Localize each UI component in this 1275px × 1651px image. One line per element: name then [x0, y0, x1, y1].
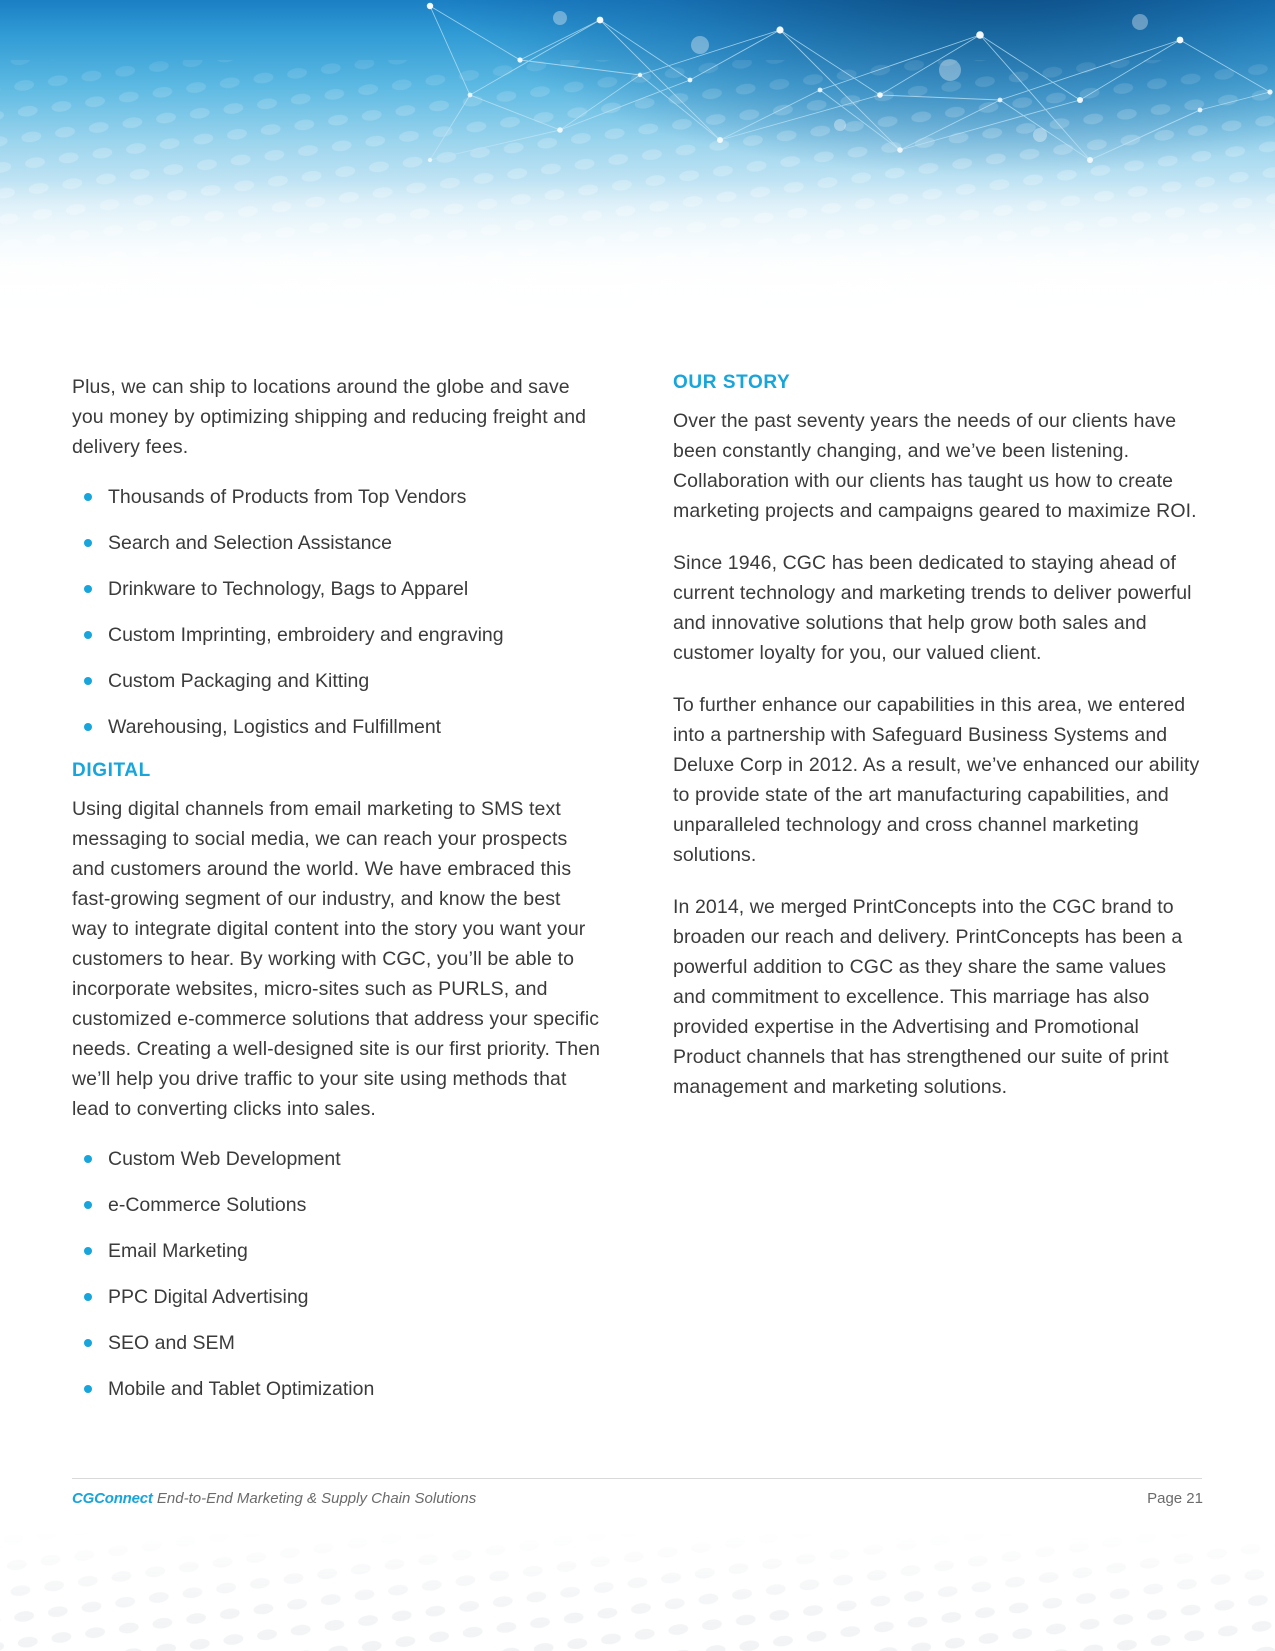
- list-item-label: Thousands of Products from Top Vendors: [108, 486, 467, 508]
- bullet-dot-icon: [84, 631, 92, 639]
- list-item: [72, 622, 601, 648]
- list-item-label: Custom Packaging and Kitting: [108, 670, 370, 692]
- our-story-paragraph-2: Since 1946, CGC has been dedicated to staying ahead of current technology and marketing trends to deliver powerful and innovative solutions that help grow both sales and customer loyalty for you, our valued client.: [673, 552, 1192, 664]
- list-item: [72, 1330, 601, 1356]
- footer-decorative-band: [0, 1531, 1275, 1651]
- our-story-paragraph-3: To further enhance our capabilities in this area, we entered into a partnership with Safeguard Business Systems and Deluxe Corp in 2012. As a result, we’ve enhanced our ability to provide state of the art manufacturing capabilities, and unparalleled technology and cross channel marketing solutions.: [673, 694, 1200, 866]
- list-item: [72, 1146, 601, 1172]
- list-item: [72, 1376, 601, 1402]
- bullet-dot-icon: [84, 1339, 92, 1347]
- list-item: [72, 530, 601, 556]
- list-item-label: Custom Imprinting, embroidery and engraving: [108, 624, 504, 646]
- list-item: [72, 1284, 601, 1310]
- list-item-label: Warehousing, Logistics and Fulfillment: [108, 716, 442, 738]
- intro-bullet-list: [72, 484, 601, 740]
- bullet-dot-icon: [84, 539, 92, 547]
- digital-section-heading: DIGITAL: [72, 760, 151, 781]
- list-item: [72, 714, 601, 740]
- footer-tagline: End-to-End Marketing & Supply Chain Solutions: [156, 1490, 477, 1507]
- list-item-label: Email Marketing: [108, 1240, 248, 1262]
- bullet-dot-icon: [84, 585, 92, 593]
- bullet-dot-icon: [84, 723, 92, 731]
- footer-divider: [72, 1478, 1202, 1479]
- list-item-label: e-Commerce Solutions: [108, 1194, 307, 1216]
- list-item-label: Drinkware to Technology, Bags to Apparel: [108, 578, 469, 600]
- list-item: [72, 1192, 601, 1218]
- list-item-label: Search and Selection Assistance: [108, 532, 393, 554]
- page-number: Page 21: [1147, 1490, 1203, 1507]
- our-story-paragraph-1: Over the past seventy years the needs of our clients have been constantly changing, and we’ve been listening. Collaboration with our clients has taught us how to create marketing projects and campaigns geared to maximize ROI.: [673, 410, 1197, 522]
- footer-branding: [72, 1490, 476, 1507]
- two-column-layout: [72, 372, 1202, 1422]
- our-story-paragraph-4: In 2014, we merged PrintConcepts into the CGC brand to broaden our reach and delivery. PrintConcepts has been a powerful addition to CGC as they share the same values and commitment to excellence. This marriage has also provided expertise in the Advertising and Promotional Product channels that has strengthened our suite of print management and marketing solutions.: [673, 896, 1183, 1098]
- list-item: [72, 668, 601, 694]
- bullet-dot-icon: [84, 1293, 92, 1301]
- right-column: [673, 372, 1202, 1422]
- list-item-label: SEO and SEM: [108, 1332, 235, 1354]
- bullet-dot-icon: [84, 1247, 92, 1255]
- digital-bullet-list: [72, 1146, 601, 1402]
- our-story-heading: OUR STORY: [673, 372, 791, 393]
- left-column: [72, 372, 601, 1422]
- list-item-label: Mobile and Tablet Optimization: [108, 1378, 375, 1400]
- list-item-label: Custom Web Development: [108, 1148, 341, 1170]
- digital-paragraph: Using digital channels from email marketing to SMS text messaging to social media, we can reach your prospects and customers around the world. We have embraced this fast-growing segment of our industry, and know the best way to integrate digital content into the story you want your customers to hear. By working with CGC, you’ll be able to incorporate websites, micro-sites such as PURLS, and customized e-commerce solutions that address your specific needs. Creating a well-designed site is our first priority. Then we’ll help you drive traffic to your site using methods that lead to converting clicks into sales.: [72, 798, 601, 1120]
- intro-paragraph: Plus, we can ship to locations around the globe and save you money by optimizing shipping and reducing freight and delivery fees.: [72, 376, 587, 458]
- bullet-dot-icon: [84, 677, 92, 685]
- list-item: [72, 1238, 601, 1264]
- footer-halftone-pattern: [0, 1531, 1275, 1651]
- bullet-dot-icon: [84, 1385, 92, 1393]
- list-item: [72, 484, 601, 510]
- list-item-label: PPC Digital Advertising: [108, 1286, 309, 1308]
- bullet-dot-icon: [84, 1155, 92, 1163]
- footer-brand-name: CGConnect: [72, 1490, 153, 1507]
- bullet-dot-icon: [84, 493, 92, 501]
- list-item: [72, 576, 601, 602]
- bullet-dot-icon: [84, 1201, 92, 1209]
